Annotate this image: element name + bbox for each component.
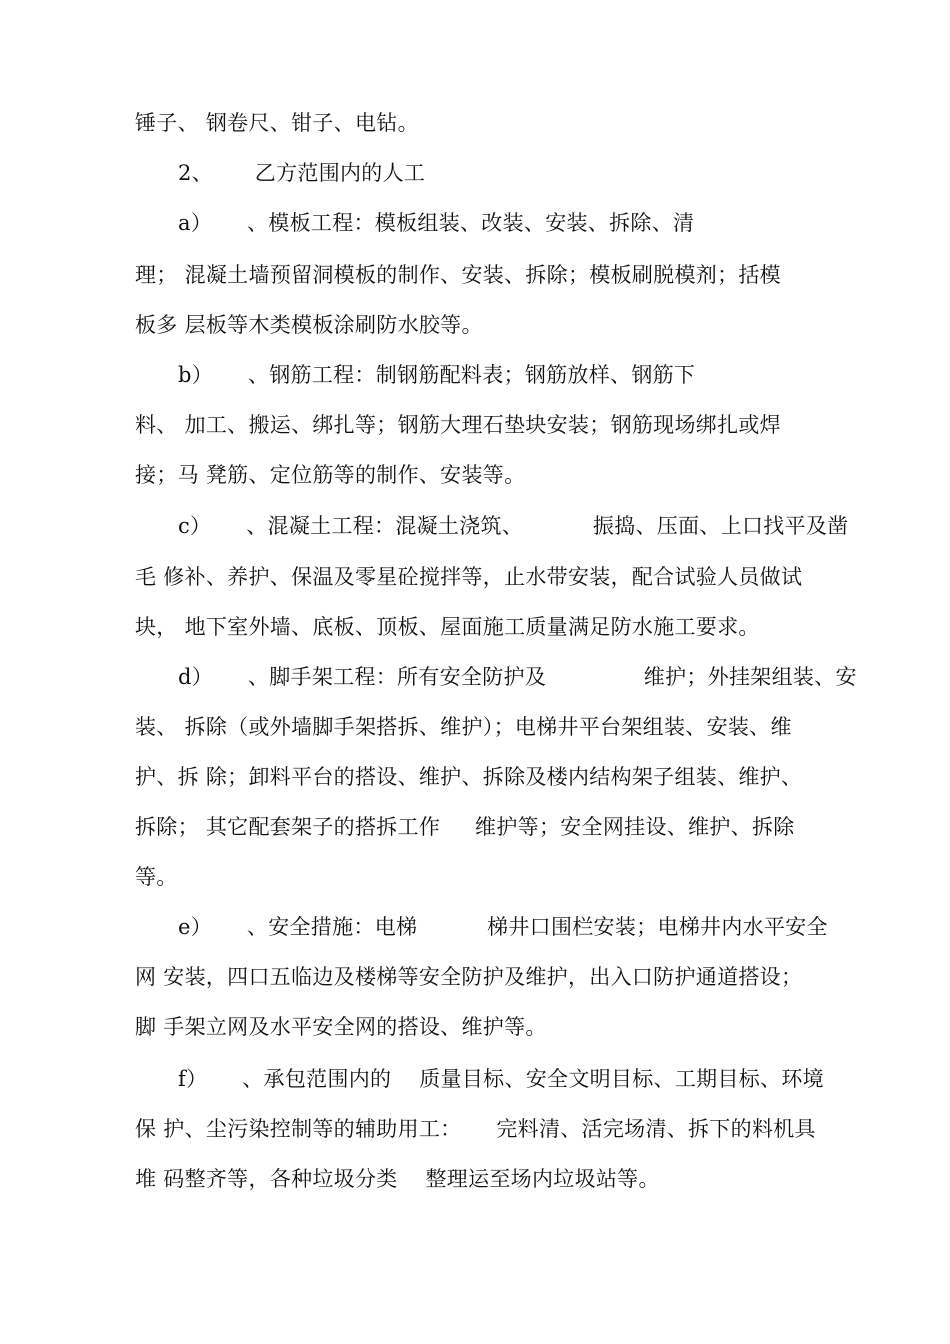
item-e-line-2: 网 安装，四口五临边及楼梯等安全防护及维护，出入口防护通道搭设；	[135, 965, 803, 989]
item-b-line-1: b） 、钢筋工程：制钢筋配料表；钢筋放样、钢筋下	[178, 363, 696, 387]
item-b-line-2: 料、 加工、搬运、绑扎等；钢筋大理石垫块安装；钢筋现场绑扎或焊	[135, 413, 781, 437]
item-d-line-2: 装、 拆除（或外墙脚手架搭拆、维护）；电梯井平台架组装、安装、维	[135, 715, 792, 739]
item-c-line-2: 毛 修补、养护、保温及零星砼搅拌等，止水带安装，配合试验人员做试	[135, 565, 803, 589]
item-f-line-1: f） 、承包范围内的 质量目标、安全文明目标、工期目标、环境	[178, 1067, 824, 1091]
item-f-line-2: 保 护、尘污染控制等的辅助用工： 完料清、活完场清、拆下的料机具	[135, 1117, 816, 1141]
item-d-line-3: 护、拆 除；卸料平台的搭设、维护、拆除及楼内结构架子组装、维护、	[135, 765, 803, 789]
item-c-line-3: 块， 地下室外墙、底板、顶板、屋面施工质量满足防水施工要求。	[135, 615, 760, 639]
item-a-line-3: 板多 层板等木类模板涂刷防水胶等。	[135, 313, 483, 337]
item-f-line-3: 堆 码整齐等，各种垃圾分类 整理运至场内垃圾站等。	[135, 1167, 660, 1191]
section-heading: 2、 乙方范围内的人工	[178, 161, 426, 185]
item-d-line-5: 等。	[135, 865, 178, 889]
item-e-line-3: 脚 手架立网及水平安全网的搭设、维护等。	[135, 1015, 547, 1039]
item-b-line-3: 接；马 凳筋、定位筋等的制作、安装等。	[135, 463, 526, 487]
item-e-line-1: e） 、安全措施：电梯 梯井口围栏安装；电梯井内水平安全	[178, 915, 828, 939]
item-d-line-1: d） 、脚手架工程：所有安全防护及 维护；外挂架组装、安	[178, 665, 857, 689]
item-c-line-1: c） 、混凝土工程：混凝土浇筑、 振捣、压面、上口找平及凿	[178, 514, 849, 538]
item-a-line-1: a） 、模板工程：模板组装、改装、安装、拆除、清	[178, 211, 695, 235]
item-d-line-4: 拆除； 其它配套架子的搭拆工作 维护等；安全网挂设、维护、拆除	[135, 815, 795, 839]
text-line-1: 锤子、 钢卷尺、钳子、电钻。	[135, 111, 419, 135]
item-a-line-2: 理； 混凝土墙预留洞模板的制作、安装、拆除；模板刷脱模剂；括模	[135, 263, 781, 287]
